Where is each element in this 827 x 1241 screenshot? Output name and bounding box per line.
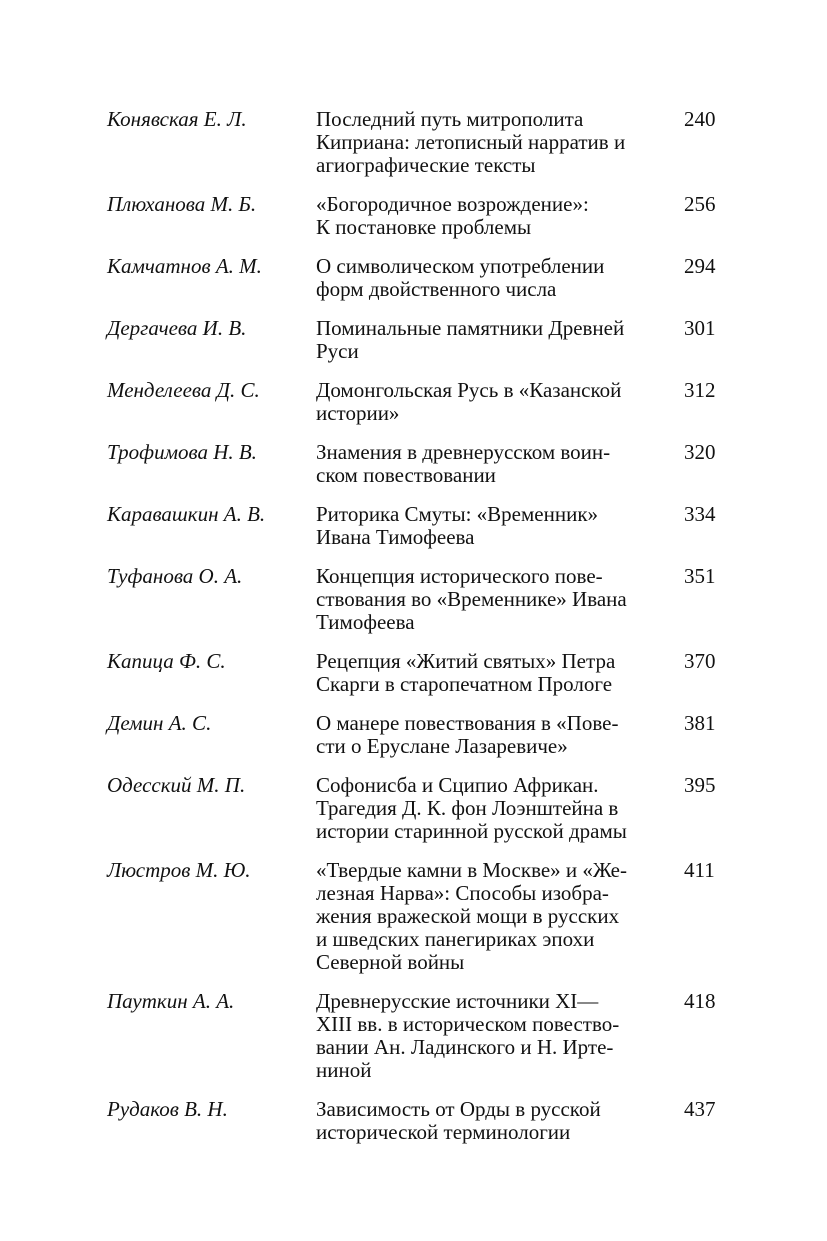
toc-page-number: 240 — [684, 107, 716, 131]
toc-title-line: вании Ан. Ладинского и Н. Ирте- — [316, 1035, 614, 1059]
toc-title — [316, 774, 666, 843]
toc-author: Конявская Е. Л. — [107, 107, 247, 131]
toc-title-line: жения вражеской мощи в русских — [316, 904, 620, 928]
toc-title-line: Руси — [316, 339, 359, 363]
toc-title-line: лезная Нарва»: Способы изобра- — [316, 881, 609, 905]
toc-author: Пауткин А. А. — [107, 989, 235, 1013]
toc-title — [316, 317, 666, 363]
toc-title-line: «Богородичное возрождение»: — [316, 192, 589, 216]
toc-title-line: ствования во «Временнике» Ивана — [316, 587, 627, 611]
toc-title-line: Зависимость от Орды в русской — [316, 1097, 601, 1121]
toc-title-line: истории старинной русской драмы — [316, 819, 627, 843]
toc-author: Плюханова М. Б. — [107, 192, 257, 216]
toc-title-line: и шведских панегириках эпохи — [316, 927, 595, 951]
toc-author: Трофимова Н. В. — [107, 440, 257, 464]
toc-title-line: Ивана Тимофеева — [316, 525, 475, 549]
table-of-contents — [107, 108, 727, 1160]
toc-page-number: 437 — [684, 1097, 716, 1121]
toc-entry — [107, 503, 727, 549]
toc-author: Люстров М. Ю. — [107, 858, 251, 882]
toc-entry — [107, 317, 727, 363]
toc-page-number: 418 — [684, 989, 716, 1013]
toc-entry — [107, 859, 727, 974]
toc-title-line: агиографические тексты — [316, 153, 536, 177]
toc-entry — [107, 650, 727, 696]
toc-author: Каравашкин А. В. — [107, 502, 266, 526]
toc-page-number: 312 — [684, 378, 716, 402]
toc-author: Туфанова О. А. — [107, 564, 243, 588]
toc-title-line: Древнерусские источники XI— — [316, 989, 599, 1013]
toc-page-number: 370 — [684, 649, 716, 673]
toc-author: Менделеева Д. С. — [107, 378, 260, 402]
toc-title — [316, 108, 666, 177]
toc-title — [316, 1098, 666, 1144]
toc-title-line: истории» — [316, 401, 400, 425]
toc-author: Одесский М. П. — [107, 773, 246, 797]
toc-entry — [107, 712, 727, 758]
toc-title-line: Киприана: летописный нарратив и — [316, 130, 626, 154]
toc-author: Камчатнов А. М. — [107, 254, 262, 278]
toc-title-line: Домонгольская Русь в «Казанской — [316, 378, 622, 402]
toc-page-number: 320 — [684, 440, 716, 464]
toc-entry — [107, 774, 727, 843]
toc-title-line: исторической терминологии — [316, 1120, 571, 1144]
toc-title-line: Северной войны — [316, 950, 465, 974]
toc-entry — [107, 108, 727, 177]
toc-title — [316, 379, 666, 425]
toc-title — [316, 193, 666, 239]
toc-title — [316, 565, 666, 634]
toc-title — [316, 650, 666, 696]
toc-title — [316, 255, 666, 301]
toc-entry — [107, 193, 727, 239]
toc-page-number: 294 — [684, 254, 716, 278]
toc-title-line: Тимофеева — [316, 610, 415, 634]
toc-title-line: ниной — [316, 1058, 372, 1082]
toc-page-number: 256 — [684, 192, 716, 216]
toc-title-line: форм двойственного числа — [316, 277, 557, 301]
toc-page-number: 395 — [684, 773, 716, 797]
toc-entry — [107, 565, 727, 634]
toc-title-line: О манере повествования в «Пове- — [316, 711, 619, 735]
toc-entry — [107, 441, 727, 487]
toc-entry — [107, 990, 727, 1082]
toc-entry — [107, 1098, 727, 1144]
toc-title-line: Рецепция «Житий святых» Петра — [316, 649, 616, 673]
toc-title-line: Скарги в старопечатном Прологе — [316, 672, 613, 696]
toc-title-line: ском повествовании — [316, 463, 496, 487]
toc-title-line: «Твердые камни в Москве» и «Же- — [316, 858, 627, 882]
toc-title — [316, 441, 666, 487]
toc-page-number: 301 — [684, 316, 716, 340]
toc-title-line: Концепция исторического пове- — [316, 564, 603, 588]
toc-title — [316, 503, 666, 549]
toc-title — [316, 859, 666, 974]
toc-title-line: К постановке проблемы — [316, 215, 532, 239]
toc-title-line: Последний путь митрополита — [316, 107, 584, 131]
toc-page-number: 351 — [684, 564, 716, 588]
toc-entry — [107, 379, 727, 425]
toc-author: Демин А. С. — [107, 711, 212, 735]
toc-title-line: Риторика Смуты: «Временник» — [316, 502, 599, 526]
toc-title-line: Поминальные памятники Древней — [316, 316, 625, 340]
toc-title-line: сти о Еруслане Лазаревиче» — [316, 734, 568, 758]
toc-page-number: 381 — [684, 711, 716, 735]
toc-page-number: 411 — [684, 858, 715, 882]
toc-author: Рудаков В. Н. — [107, 1097, 228, 1121]
toc-title-line: Трагедия Д. К. фон Лоэнштейна в — [316, 796, 619, 820]
toc-title — [316, 990, 666, 1082]
toc-page-number: 334 — [684, 502, 716, 526]
toc-title-line: XIII вв. в историческом повество- — [316, 1012, 620, 1036]
toc-title-line: Знамения в древнерусском воин- — [316, 440, 611, 464]
toc-title — [316, 712, 666, 758]
toc-entry — [107, 255, 727, 301]
toc-title-line: Софонисба и Сципио Африкан. — [316, 773, 599, 797]
toc-author: Капица Ф. С. — [107, 649, 226, 673]
toc-author: Дергачева И. В. — [107, 316, 247, 340]
toc-title-line: О символическом употреблении — [316, 254, 605, 278]
